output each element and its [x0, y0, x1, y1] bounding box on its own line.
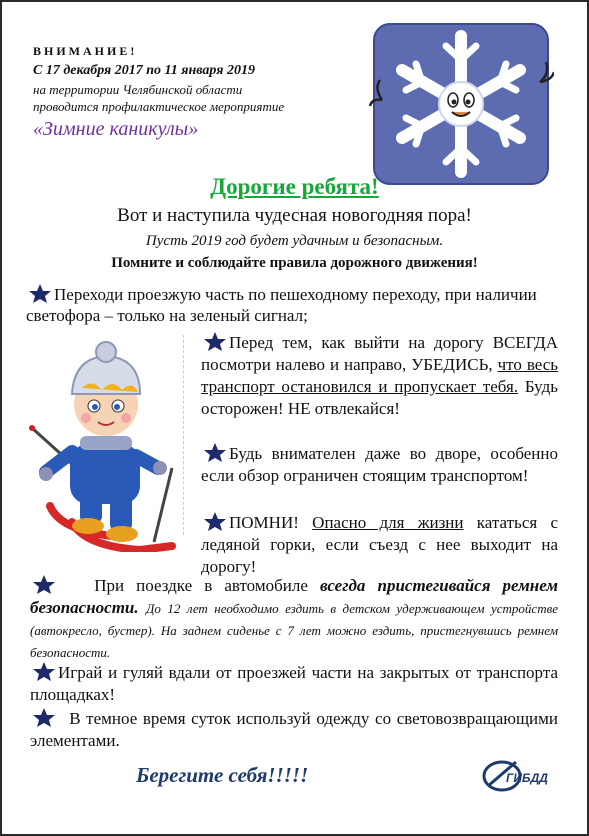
star-bullet-icon — [201, 330, 229, 352]
rule-ice-danger: Опасно для жизни — [312, 513, 464, 532]
image-edge-strip — [183, 335, 190, 535]
greeting-line-1: Вот и наступила чудесная новогодняя пора! — [117, 205, 472, 226]
rule-crosswalk-text: Переходи проезжую часть по пешеходному переходу, при наличии светофора – только на зеленый сигнал; — [26, 285, 537, 325]
campaign-dates: С 17 декабря 2017 по 11 января 2019 — [33, 63, 255, 78]
greeting-line-3: Помните и соблюдайте правила дорожного движения! — [111, 255, 478, 271]
rule-crosswalk — [26, 282, 546, 326]
rule-seatbelt-lead: При поездке в автомобиле — [94, 576, 308, 595]
star-bullet-icon — [201, 441, 229, 463]
star-bullet-icon — [30, 706, 58, 728]
greeting-line-2: Пусть 2019 год будет удачным и безопасным. — [145, 233, 444, 249]
rule-ice-text: кататься с ледяной горки, если съезд с нее выходит на дорогу! — [201, 513, 558, 576]
skier-child-illustration-icon — [22, 332, 182, 552]
region-line: на территории Челябинской области — [33, 82, 243, 97]
rule-reflectors-text: В темное время суток используй одежду со световозвращающими элементами. — [30, 709, 558, 750]
rule-look-text: Перед тем, как выйти на дорогу ВСЕГДА посмотри налево и направо, УБЕДИСЬ, — [201, 333, 558, 374]
rule-seatbelt — [30, 573, 558, 663]
campaign-name: «Зимние каникулы» — [33, 118, 199, 140]
event-line: проводится профилактическое мероприятие — [33, 99, 285, 114]
rule-reflectors — [30, 706, 558, 752]
rule-yard-text: Будь внимателен даже во дворе, особенно если обзор ограничен стоящим транспортом! — [201, 444, 558, 485]
attention-heading: ВНИМАНИЕ! — [33, 44, 138, 58]
star-bullet-icon — [30, 573, 58, 595]
rule-seatbelt-bold: всегда пристегивайся ремнем безопасности. — [30, 576, 559, 617]
snowflake-mascot-icon — [368, 18, 554, 190]
rule-look-both-ways — [201, 330, 558, 420]
rule-ice-slide — [201, 510, 558, 578]
star-bullet-icon — [26, 282, 54, 304]
rule-seatbelt-note: До 12 лет необходимо ездить в детском удерживающем устройстве (автокресло, бустер). На заднем сиденье с 7 лет можно ездить, пристегнувшись ремнем безопасности. — [30, 601, 559, 660]
rule-look-warning: Будь осторожен! НЕ отвлекайся! — [201, 377, 559, 418]
gibdd-logo-icon — [480, 756, 552, 796]
rule-yard — [201, 441, 558, 487]
gibdd-logo-text: ГИБДД — [506, 771, 548, 785]
rule-play-away — [30, 660, 558, 706]
star-bullet-icon — [30, 660, 58, 682]
rule-play-text: Играй и гуляй вдали от проезжей части на закрытых от транспорта площадках! — [30, 663, 558, 704]
rule-look-underlined: что весь транспорт остановился и пропускает тебя. — [201, 355, 559, 396]
closing-sign: Берегите себя!!!!! — [136, 763, 309, 787]
rule-ice-remember: ПОМНИ! — [229, 513, 299, 532]
greeting-title: Дорогие ребята! — [210, 174, 379, 199]
star-bullet-icon — [201, 510, 229, 532]
